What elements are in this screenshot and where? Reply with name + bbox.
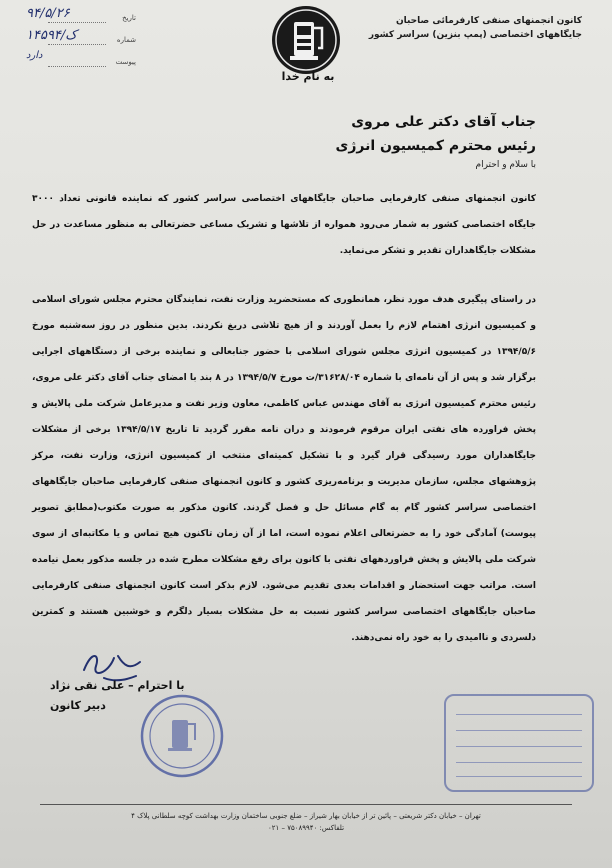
recipient-title: رئیس محترم کمیسیون انرژی <box>335 138 536 154</box>
footer-divider <box>40 804 572 805</box>
attachment-row <box>8 50 158 70</box>
number-row <box>8 28 158 48</box>
footer-phone: تلفاکس: ۷۵۰۸۹۹۴۰ – ۰۲۱ <box>267 824 345 832</box>
attachment-label: پیوست <box>115 58 136 66</box>
signature-regards: با احترام – علی نقی نژاد <box>50 679 185 692</box>
stamp-line <box>456 746 582 747</box>
organization-name <box>352 14 582 42</box>
stamp-line <box>456 762 582 763</box>
date-line <box>48 22 106 23</box>
organization-logo <box>270 4 342 76</box>
stamp-line <box>456 730 582 731</box>
footer-address: تهران – خیابان دکتر شریعتی – پائین تر از خیابان بهار شیراز – ضلع جنوبی ساختمان وزارت بهداشت کوچه سلطانی پلاک ۴ <box>131 812 481 820</box>
date-label: تاریخ <box>122 14 136 22</box>
organization-seal <box>140 694 224 778</box>
number-label: شماره <box>116 36 136 44</box>
paragraph-1: کانون انجمنهای صنفی کارفرمایی صاحبان جایگاههای اختصاصی سراسر کشور که نماینده قانونی تعداد ۳۰۰۰ جایگاه اختصاصی کشور به شمار می‌رود همواره از تلاشها و تشریک مساعی حضرتعالی به منظور مساعدت در حل مشکلات جایگاهداران تقدیر و تشکر می‌نماید. <box>32 194 536 256</box>
date-row <box>8 6 158 26</box>
stamp-line <box>456 714 582 715</box>
signature-title: دبیر کانون <box>50 699 106 712</box>
footer <box>60 810 552 834</box>
salutation: با سلام و احترام <box>475 160 536 170</box>
stamp-line <box>456 776 582 777</box>
recipient-block <box>96 110 536 158</box>
paragraph-2: در راستای پیگیری هدف مورد نظر، همانطوری که مستحضرید وزارت نفت، نمایندگان محترم مجلس شورای اسلامی و کمیسیون انرژی اهتمام لازم را بعمل آوردند و از هیچ تلاشی دریغ نکردند. بدین منظور در روز سه‌شنبه مورخ ۱۳۹۴/۵/۶ در کمیسیون انرژی مجلس شورای اسلامی با حضور جنابعالی و نماینده برخی از دستگاههای اجرایی برگزار شد و پس از آن نامه‌ای با شماره ۳۱۶۲۸/۰۴/ت مورخ ۱۳۹۴/۵/۷ در ۸ بند با امضای جناب آقای دکتر علی مروی، رئیس محترم کمیسیون انرژی به آقای مهندس عباس کاظمی، معاون وزیر نفت و مدیرعامل شرکت ملی پالایش و پخش فراورده های نفتی ایران مرقوم فرمودند و دران نامه مقرر گردید تا تاریخ ۱۳۹۴/۵/۱۷ برخی از مشکلات جایگاهداران مورد رسیدگی قرار گیرد و با تشکیل کمیته‌ای منتخب از کمیسیون انرژی، وزارت نفت، مرکز پژوهشهای مجلس، سازمان مدیریت و برنامه‌ریزی کشور و کانون انجمنهای صنفی کارفرمایی صاحبان جایگاههای اختصاصی سراسر کشور گام به گام مسائل حل و فصل گردند. کانون مذکور به صورت مکتوب(مطابق تصویر پیوست) آمادگی خود را به حضرتعالی اعلام نموده است، اما از آن زمان تاکنون هیچ تماس و یا مکاتبه‌ای از سوی شرکت ملی پالایش و پخش فراوردههای نفتی با کانون برای رفع مشکلات مطرح شده در جلسه مذکور بعمل نیامده است. مراتب جهت استحضار و اقدامات بعدی تقدیم می‌شود. لازم بذکر است کانون انجمنهای صنفی کارفرمایی صاحبان جایگاههای اختصاصی سراسر کشور نسبت به حل مشکلات بسیار دلگرم و خوشبین هستند و کمترین دلسردی و ناامیدی را به خود راه نمی‌دهند. <box>32 295 537 643</box>
letter-meta <box>8 6 158 72</box>
recipient-name: جناب آقای دکتر علی مروی <box>351 114 536 130</box>
attachment-line <box>48 66 106 67</box>
number-value: ۱۴۵۹۴/ک <box>26 28 77 43</box>
receipt-stamp <box>444 694 594 792</box>
attachment-value: دارد <box>26 50 43 61</box>
date-value: ۹۴/۵/۲۶ <box>26 6 70 21</box>
number-line <box>48 44 106 45</box>
bename-heading: به نام خدا <box>281 70 335 83</box>
organization-line2: جایگاههای اختصاصی (پمپ بنزین) سراسر کشور <box>368 30 582 40</box>
organization-line1: کانون انجمنهای صنفی کارفرمائی صاحبان <box>395 16 582 26</box>
